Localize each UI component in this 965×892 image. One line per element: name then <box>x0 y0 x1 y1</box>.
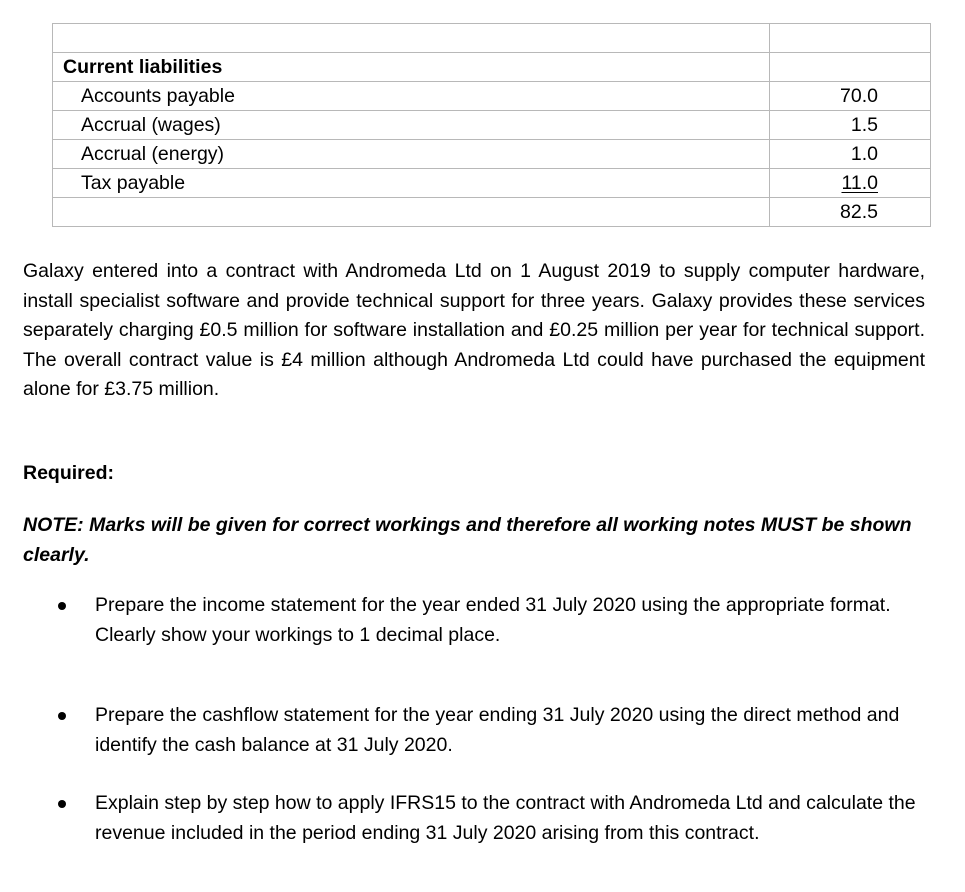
list-item-text: Prepare the income statement for the year ended 31 July 2020 using the appropriate format. Clearly show your workings to 1 decimal place. <box>95 594 891 646</box>
bullet-icon <box>58 712 66 720</box>
table-row <box>53 140 931 169</box>
row-value: 70.0 <box>769 82 930 111</box>
list-item-text: Prepare the cashflow statement for the year ending 31 July 2020 using the direct method and identify the cash balance at 31 July 2020. <box>95 704 900 756</box>
row-label: Tax payable <box>53 169 770 198</box>
table-row-heading <box>53 53 931 82</box>
table-row <box>53 111 931 140</box>
contract-paragraph: Galaxy entered into a contract with Andromeda Ltd on 1 August 2019 to supply computer hardware, install specialist software and provide technical support for three years. Galaxy provides these services separately charging £0.5 million for software installation and £0.25 million per year for technical support. The overall contract value is £4 million although Andromeda Ltd could have purchased the equipment alone for £3.75 million. <box>23 260 925 400</box>
row-label: Accrual (energy) <box>53 140 770 169</box>
total-value: 82.5 <box>769 198 930 227</box>
bullet-icon <box>58 800 66 808</box>
table-row <box>53 169 931 198</box>
note-text: NOTE: Marks will be given for correct workings and therefore all working notes MUST be shown clearly. <box>23 514 912 566</box>
table-row-total <box>53 198 931 227</box>
section-heading: Current liabilities <box>53 53 770 82</box>
row-label: Accounts payable <box>53 82 770 111</box>
row-value: 1.5 <box>769 111 930 140</box>
table-row-empty <box>53 24 931 53</box>
current-liabilities-table <box>52 23 931 227</box>
table-row <box>53 82 931 111</box>
row-value: 1.0 <box>769 140 930 169</box>
list-item-text: Explain step by step how to apply IFRS15 to the contract with Andromeda Ltd and calculate the revenue included in the period ending 31 July 2020 arising from this contract. <box>95 792 916 844</box>
row-label: Accrual (wages) <box>53 111 770 140</box>
bullet-icon <box>58 602 66 610</box>
required-heading: Required: <box>23 462 115 484</box>
row-value: 11.0 <box>841 172 878 194</box>
